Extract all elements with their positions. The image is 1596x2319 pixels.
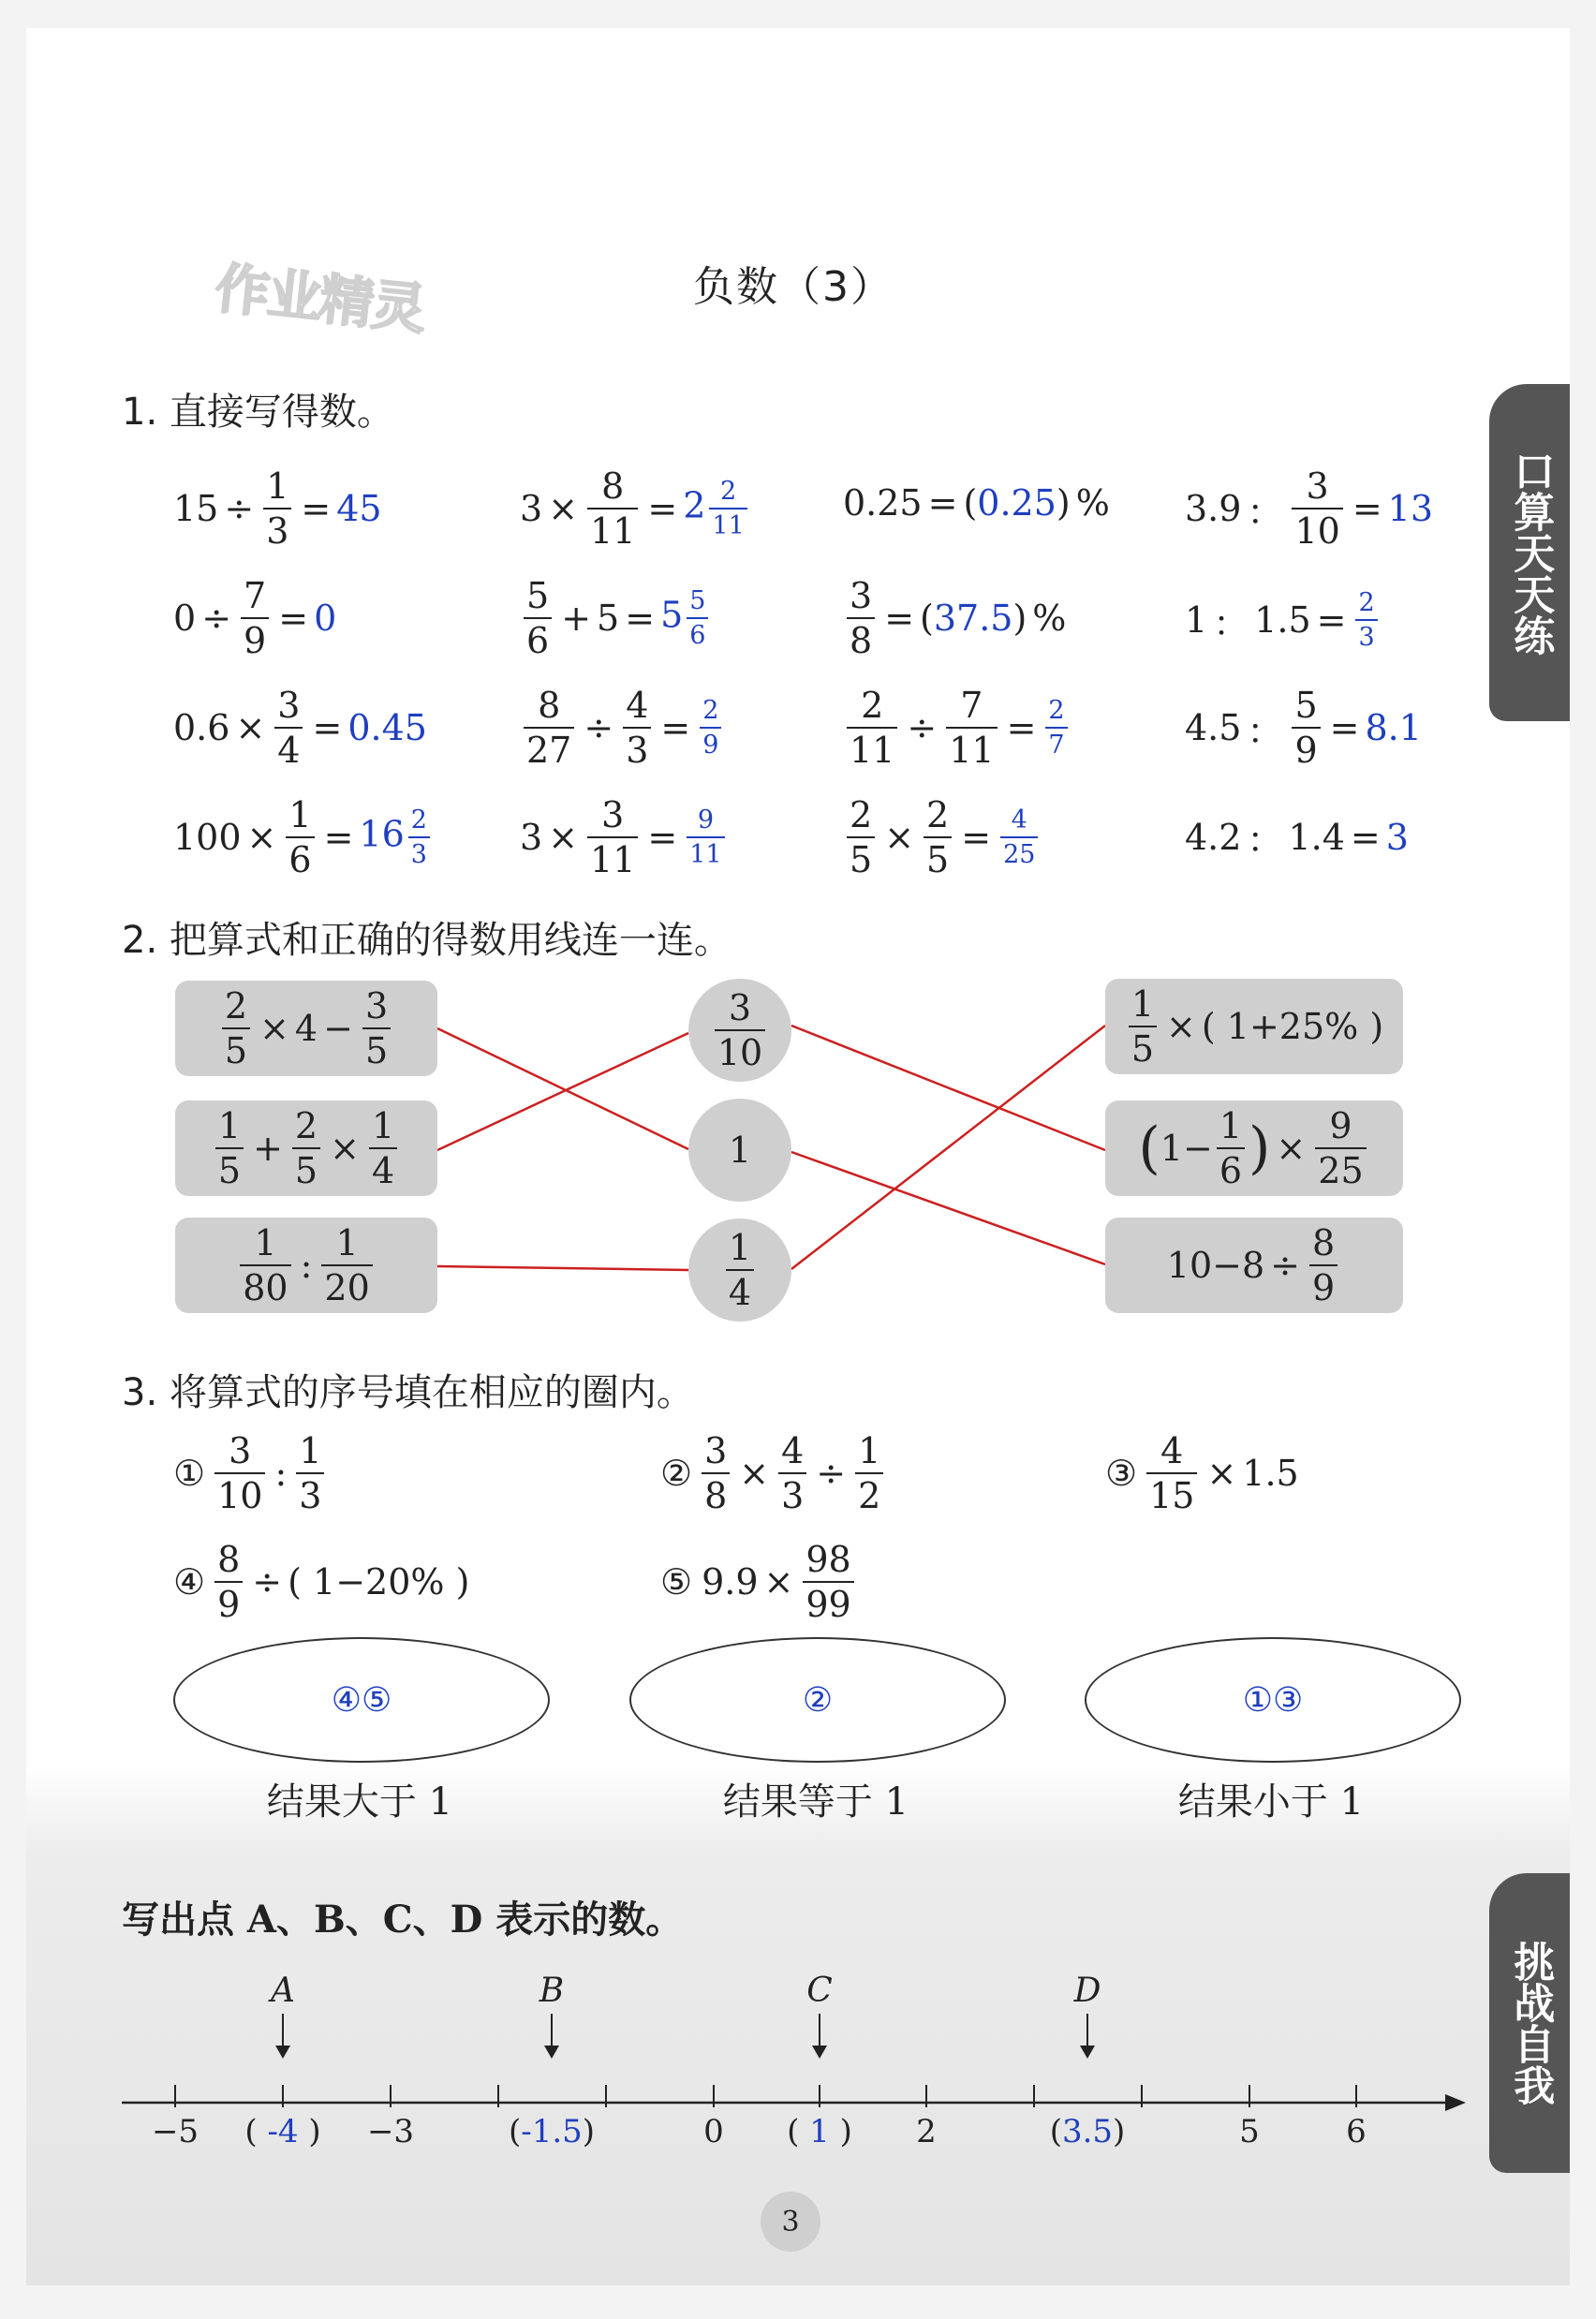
q1-item-2-2: 5 6 + 5 = 5 $\frac{5}{6}$ xyxy=(520,578,712,658)
q3-item-2: ② $\frac{3}{8}$ × $\frac{4}{3}$ ÷ $\frac{1}{2}$ xyxy=(660,1433,887,1514)
q3-title: 3. 将算式的序号填在相应的圈内。 xyxy=(122,1371,694,1414)
axis-label-2: 2 xyxy=(916,2113,937,2150)
q1-item-3-3: $\frac{2}{11}$ ÷ $\frac{7}{11}$ = $\frac{2}{7}$ xyxy=(843,687,1071,768)
number-line-arrowhead xyxy=(1445,2094,1466,2111)
tick-m5 xyxy=(174,2085,176,2107)
axis-label-5: 5 xyxy=(1239,2113,1260,2150)
q2-title: 2. 把算式和正确的得数用线连一连。 xyxy=(122,919,732,962)
watermark: 作业精灵 xyxy=(212,256,428,342)
axis-label-6: 6 xyxy=(1346,2113,1367,2150)
answer-c[interactable]: ( 1 ) xyxy=(787,2113,852,2150)
result-1-4[interactable]: 1 4 xyxy=(688,1219,791,1322)
q1-item-1-1: 15 ÷ $\frac{1}{3}$ = 45 xyxy=(173,465,382,552)
point-arrow-a xyxy=(282,2014,284,2047)
answer-d-value: 3.5 xyxy=(1061,2113,1114,2150)
answer-b[interactable]: (-1.5) xyxy=(508,2113,596,2150)
q3-item-1: ① 3 10 : 1 3 xyxy=(173,1433,328,1514)
expr-right-2[interactable]: ( 1− 1 6 ) × $\frac{9}{25}$ xyxy=(1105,1100,1403,1196)
q1-item-4-4: 4.2 ： 1.4 = 3 xyxy=(1185,816,1409,861)
tick-1 xyxy=(819,2085,820,2107)
tick-6 xyxy=(1355,2085,1357,2107)
point-label-a: A xyxy=(271,1972,295,2010)
q1-title: 1. 直接写得数。 xyxy=(122,391,394,434)
page-number: 3 xyxy=(761,2192,820,2252)
answer-b-value: -1.5 xyxy=(521,2113,583,2150)
page-title: 负数（3） xyxy=(693,263,894,311)
q1-item-3-4: 4.5 ： $\frac{5}{9}$ = 8.1 xyxy=(1185,685,1422,771)
answer-c-value: 1 xyxy=(809,2113,830,2150)
expr-left-3[interactable]: 1 80 : 1 20 xyxy=(175,1218,437,1313)
tick-4 xyxy=(1141,2085,1143,2107)
q1-item-2-3: $\frac{3}{8}$ = ( 37.5 ) % xyxy=(843,578,1071,658)
tab-tiaozhan-label: 挑战自我 xyxy=(1506,1941,1555,2105)
result-1[interactable]: 1 xyxy=(688,1099,791,1202)
point-label-d: D xyxy=(1073,1972,1101,2010)
tick-m1 xyxy=(605,2085,607,2107)
q1-item-2-1: 0 ÷ $\frac{7}{9}$ = 0 xyxy=(173,575,337,661)
answer-a-value: -4 xyxy=(267,2113,299,2150)
q1-item-2-4: 1 ： 1.5 = $\frac{2}{3}$ xyxy=(1185,590,1382,650)
expr-right-3[interactable]: 10−8 ÷ $\frac{8}{9}$ xyxy=(1105,1218,1403,1313)
tab-kousuan-label: 口算天天练 xyxy=(1506,450,1555,656)
q1-item-3-2: $\frac{8}{27}$ ÷ $\frac{4}{3}$ = $\frac{2}{9}$ xyxy=(520,687,725,768)
expr-left-2[interactable]: 1 5 + $\frac{2}{5}$ × $\frac{1}{4}$ xyxy=(175,1100,437,1196)
q4-title: 写出点 A、B、C、D 表示的数。 xyxy=(122,1898,684,1942)
tick-m4 xyxy=(282,2085,284,2107)
q3-item-5: ⑤ 9.9 × $\frac{98}{99}$ xyxy=(660,1542,858,1622)
q3-item-4: ④ $\frac{8}{9}$ ÷ ( 1−20% ) xyxy=(173,1539,470,1625)
q1-item-4-3: $\frac{2}{5}$ × $\frac{2}{5}$ = $\frac{4}{25}$ xyxy=(843,797,1042,878)
oval-answer-equal: ② xyxy=(802,1680,834,1720)
point-arrow-c xyxy=(819,2014,820,2047)
point-arrow-d xyxy=(1086,2014,1088,2047)
q1-item-1-4: 3.9 ： $\frac{3}{10}$ = 13 xyxy=(1185,465,1434,552)
label-less-than-1: 结果小于 1 xyxy=(1177,1780,1365,1824)
point-arrow-b xyxy=(551,2014,553,2047)
tick-m2 xyxy=(497,2085,499,2107)
point-label-b: B xyxy=(539,1972,565,2010)
label-greater-than-1: 结果大于 1 xyxy=(266,1780,453,1824)
answer-d[interactable]: (3.5) xyxy=(1049,2113,1126,2150)
q1-item-4-1: 100 × $\frac{1}{6}$ = 16 $\frac{2}{3}$ xyxy=(173,797,434,878)
axis-label-m5: −5 xyxy=(151,2113,200,2150)
point-label-c: C xyxy=(806,1972,833,2010)
oval-answer-greater: ④⑤ xyxy=(331,1680,392,1720)
axis-label-m3: −3 xyxy=(366,2113,415,2150)
result-3-10[interactable]: 3 10 xyxy=(688,979,791,1082)
tick-2 xyxy=(925,2085,927,2107)
expr-left-1[interactable]: $\frac{2}{5}$ × 4 − $\frac{3}{5}$ xyxy=(175,981,437,1076)
oval-answer-less: ①③ xyxy=(1242,1680,1304,1720)
tick-3 xyxy=(1033,2085,1035,2107)
q1-item-4-2: 3 × $\frac{3}{11}$ = $\frac{9}{11}$ xyxy=(520,797,729,878)
q1-item-3-1: 0.6 × $\frac{3}{4}$ = 0.45 xyxy=(173,685,427,771)
label-equal-1: 结果等于 1 xyxy=(722,1780,909,1824)
tick-m3 xyxy=(390,2085,392,2107)
q1-item-1-2: 3 × $\frac{8}{11}$ = 2 $\frac{2}{11}$ xyxy=(520,468,751,549)
expr-right-1[interactable]: $\frac{1}{5}$ × ( 1+25% ) xyxy=(1105,979,1403,1074)
tick-0 xyxy=(713,2085,715,2107)
axis-label-0: 0 xyxy=(703,2113,724,2150)
q1-item-1-3: 0.25 = ( 0.25 ) % xyxy=(843,482,1110,524)
tick-5 xyxy=(1249,2085,1250,2107)
q3-item-3: ③ $\frac{4}{15}$ × 1.5 xyxy=(1105,1430,1299,1516)
answer-a[interactable]: ( -4 ) xyxy=(244,2113,321,2150)
